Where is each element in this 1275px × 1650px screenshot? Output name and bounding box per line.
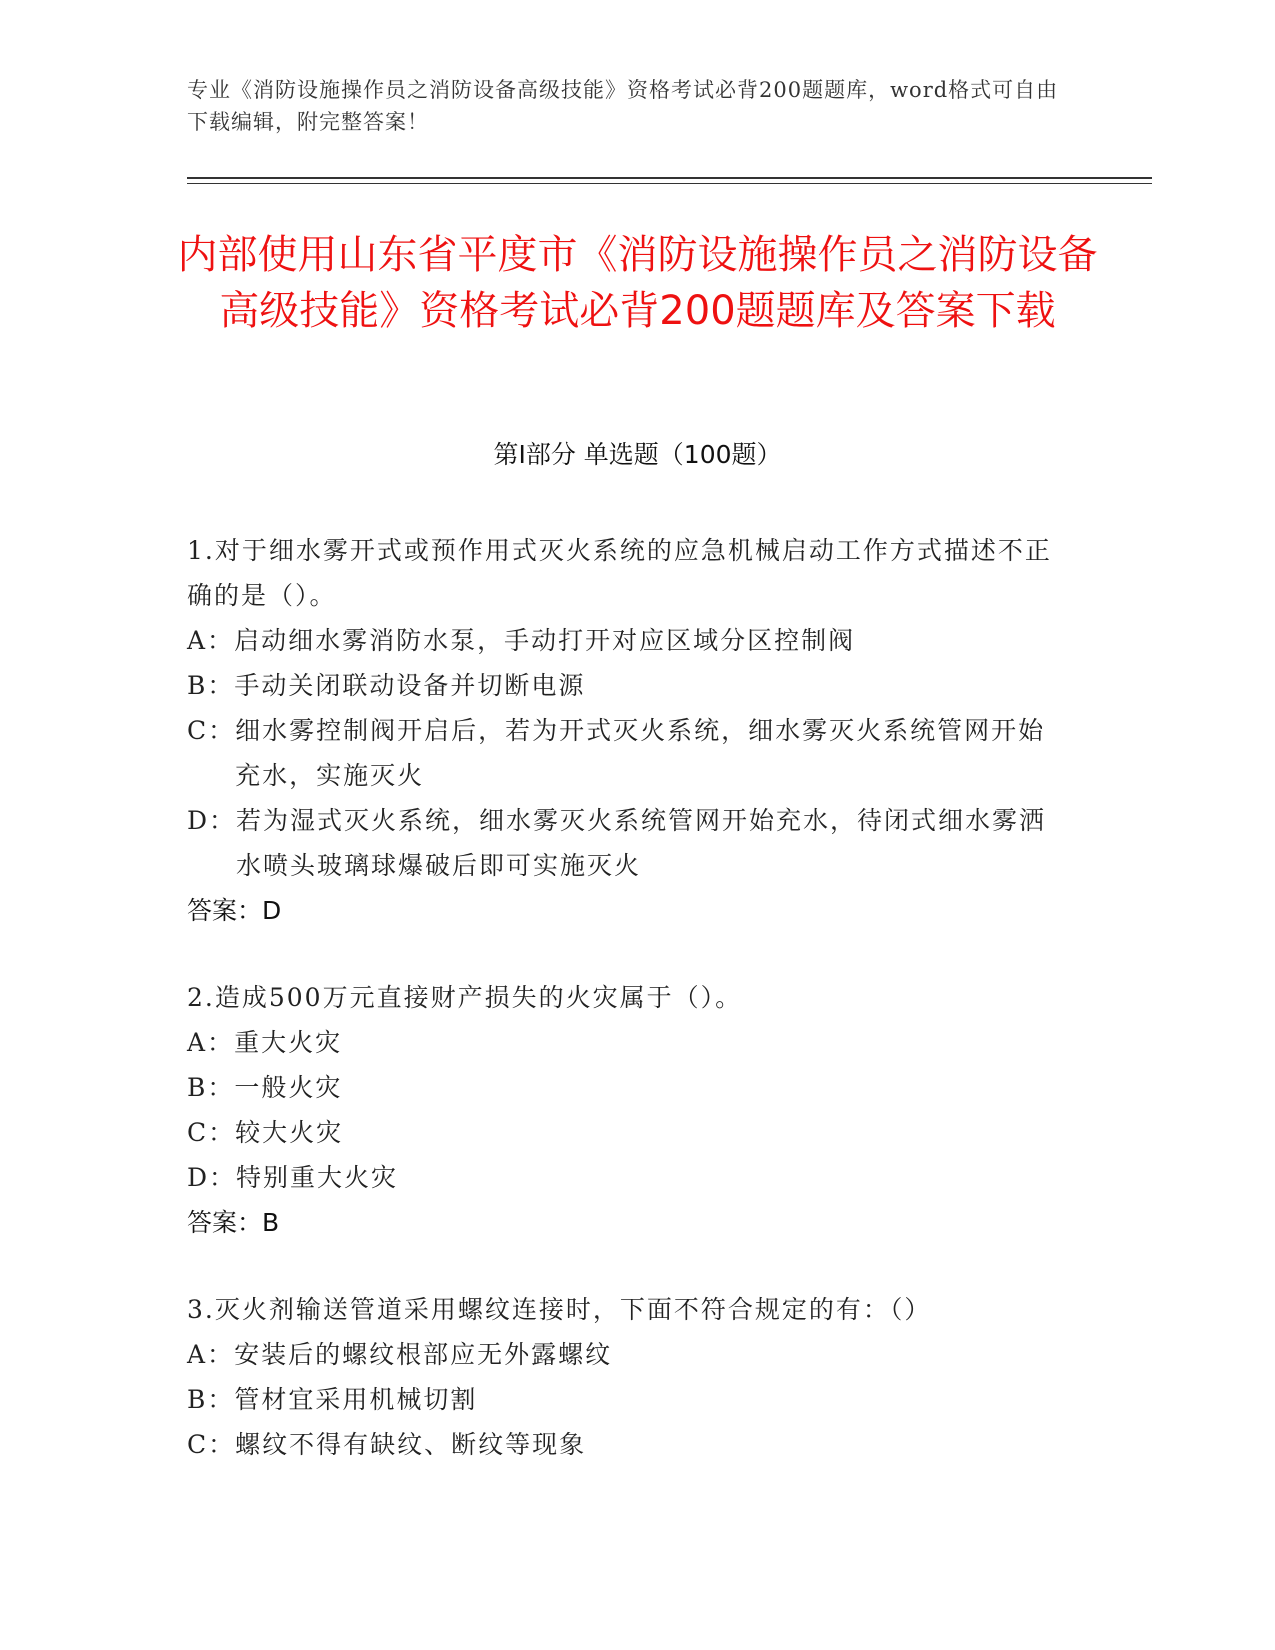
option-b — [187, 1065, 1067, 1110]
question-stem: 2.造成500万元直接财产损失的火灾属于（）。 — [187, 983, 743, 1012]
question-list — [187, 528, 1067, 1509]
option-text: 较大火灾 — [235, 1118, 344, 1147]
option-letter: D： — [187, 1163, 237, 1192]
option-letter: A： — [187, 626, 235, 655]
question-1 — [187, 528, 1067, 933]
option-text: 管材宜采用机械切割 — [234, 1385, 478, 1414]
option-b — [187, 1377, 1067, 1422]
option-text: 若为湿式灭火系统，细水雾灭火系统管网开始充水，待闭式细水雾洒水喷头玻璃球爆破后即可实施灭火 — [236, 806, 1047, 880]
option-letter: C： — [187, 1118, 236, 1147]
option-text: 一般火灾 — [234, 1073, 343, 1102]
header-divider-thin — [187, 183, 1152, 184]
option-text: 启动细水雾消防水泵，手动打开对应区域分区控制阀 — [234, 626, 856, 655]
answer-line: 答案：D — [187, 896, 282, 925]
option-letter: A： — [187, 1340, 235, 1369]
question-stem: 3.灭火剂输送管道采用螺纹连接时，下面不符合规定的有：（） — [187, 1295, 932, 1324]
option-text: 安装后的螺纹根部应无外露螺纹 — [234, 1340, 613, 1369]
option-a — [187, 1020, 1067, 1065]
option-c — [187, 1110, 1067, 1155]
option-text: 重大火灾 — [234, 1028, 343, 1057]
option-letter: B： — [187, 1385, 235, 1414]
option-text: 螺纹不得有缺纹、断纹等现象 — [235, 1430, 587, 1459]
question-3 — [187, 1287, 1067, 1467]
option-c — [187, 708, 1067, 798]
document-title: 内部使用山东省平度市《消防设施操作员之消防设备高级技能》资格考试必背200题题库及答案下载 — [177, 232, 1098, 334]
section-heading: 第Ⅰ部分 单选题（100题） — [493, 440, 782, 469]
option-a — [187, 1332, 1067, 1377]
option-text: 细水雾控制阀开启后，若为开式灭火系统，细水雾灭火系统管网开始充水，实施灭火 — [235, 716, 1046, 790]
option-letter: A： — [187, 1028, 235, 1057]
option-d — [187, 798, 1067, 888]
option-text: 特别重大火灾 — [236, 1163, 399, 1192]
question-2 — [187, 975, 1067, 1245]
header-divider-thick — [187, 177, 1152, 179]
option-d — [187, 1155, 1067, 1200]
option-a — [187, 618, 1067, 663]
option-letter: C： — [187, 1430, 236, 1459]
option-b — [187, 663, 1067, 708]
question-stem: 1.对于细水雾开式或预作用式灭火系统的应急机械启动工作方式描述不正确的是（）。 — [187, 536, 1052, 610]
option-c — [187, 1422, 1067, 1467]
option-letter: B： — [187, 671, 235, 700]
option-text: 手动关闭联动设备并切断电源 — [234, 671, 586, 700]
header-note: 专业《消防设施操作员之消防设备高级技能》资格考试必背200题题库，word格式可自由下载编辑，附完整答案！ — [187, 78, 1059, 134]
answer-line: 答案：B — [187, 1208, 280, 1237]
option-letter: D： — [187, 806, 237, 835]
option-letter: B： — [187, 1073, 235, 1102]
option-letter: C： — [187, 716, 236, 745]
